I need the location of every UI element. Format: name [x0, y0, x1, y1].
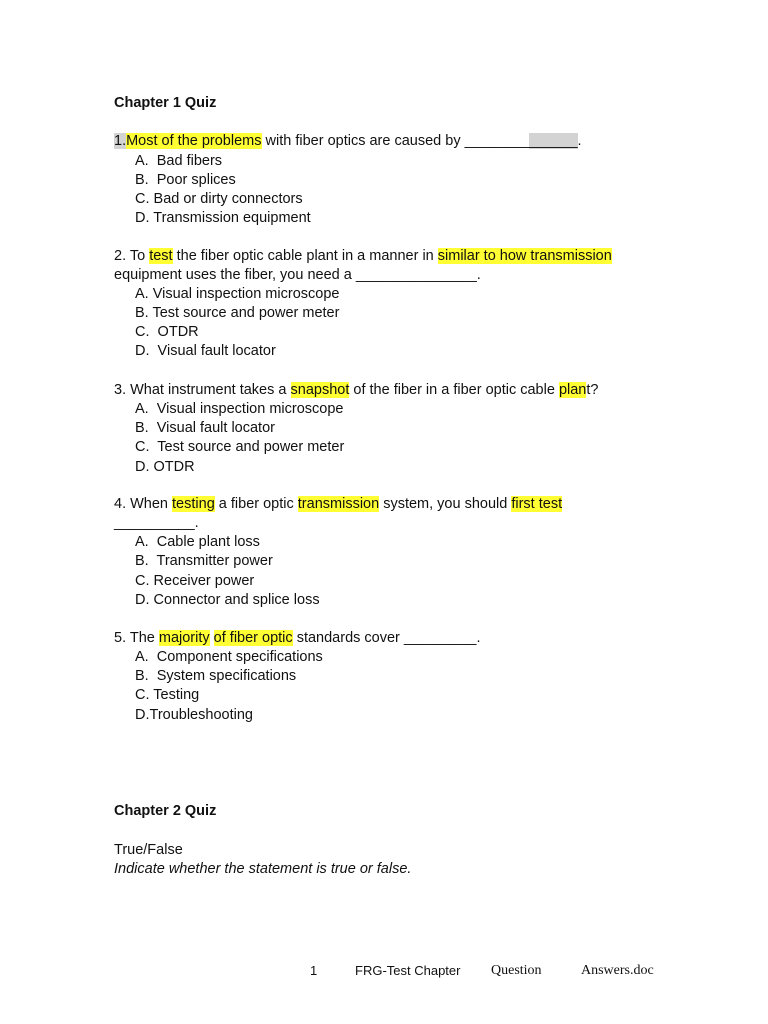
- instruction-text: Indicate whether the statement is true or false.: [114, 861, 412, 877]
- option: D. Visual fault locator: [135, 343, 276, 359]
- highlight: similar to how transmission: [437, 248, 612, 264]
- question-text: 4. When: [114, 496, 173, 512]
- highlight: testing: [172, 496, 215, 512]
- highlight: transmission: [297, 496, 380, 512]
- footer-page-number: 1: [310, 963, 318, 978]
- question-1: [114, 132, 582, 150]
- question-text: the fiber optic cable plant in a manner in: [172, 248, 438, 264]
- question-5: [114, 629, 481, 647]
- option: B. Transmitter power: [135, 553, 273, 569]
- option: C. Receiver power: [135, 573, 255, 589]
- question-text: t?: [586, 382, 599, 398]
- footer-filename-part: FRG-Test Chapter: [355, 963, 461, 978]
- option: C. Bad or dirty connectors: [135, 191, 303, 207]
- question-text: 2. To: [114, 248, 150, 264]
- question-4-line-2: __________.: [114, 515, 199, 531]
- blank: ________: [464, 133, 530, 149]
- section-label: True/False: [114, 842, 183, 858]
- option: B. System specifications: [135, 668, 297, 684]
- option: A. Cable plant loss: [135, 534, 260, 550]
- option: B. Test source and power meter: [135, 305, 340, 321]
- option: C. Test source and power meter: [135, 439, 345, 455]
- option: D. Connector and splice loss: [135, 592, 320, 608]
- highlight: test: [149, 248, 173, 264]
- question-text: a fiber optic: [214, 496, 298, 512]
- option: D.Troubleshooting: [135, 707, 253, 723]
- question-2-line-2: equipment uses the fiber, you need a _______________.: [114, 267, 481, 283]
- option: C. Testing: [135, 687, 200, 703]
- question-text: of the fiber in a fiber optic cable: [349, 382, 559, 398]
- question-text: 5. The: [114, 630, 159, 646]
- highlight: Most of the problems: [126, 133, 262, 149]
- option: B. Poor splices: [135, 172, 236, 188]
- option: C. OTDR: [135, 324, 199, 340]
- chapter-2-heading: Chapter 2 Quiz: [114, 803, 217, 819]
- question-text: with fiber optics are caused by: [261, 133, 465, 149]
- chapter-1-heading: Chapter 1 Quiz: [114, 95, 217, 111]
- question-text: 3. What instrument takes a: [114, 382, 291, 398]
- question-text: system, you should: [379, 496, 512, 512]
- period: .: [577, 133, 582, 149]
- footer-filename-part: Question: [491, 963, 542, 978]
- option: A. Bad fibers: [135, 153, 223, 169]
- question-number: 1.: [114, 133, 127, 149]
- highlight: snapshot: [290, 382, 350, 398]
- option: D. OTDR: [135, 459, 195, 475]
- option: B. Visual fault locator: [135, 420, 275, 436]
- question-text: standards cover _________.: [292, 630, 481, 646]
- highlight: plan: [558, 382, 587, 398]
- question-3: [114, 381, 598, 399]
- question-2: [114, 247, 612, 265]
- highlight: of fiber optic: [213, 630, 293, 646]
- option: A. Component specifications: [135, 649, 323, 665]
- option: D. Transmission equipment: [135, 210, 311, 226]
- highlight: majority: [158, 630, 210, 646]
- question-4: [114, 495, 562, 513]
- blank-highlighted: ______: [529, 133, 578, 149]
- footer-filename-part: Answers.doc: [581, 963, 654, 978]
- option: A. Visual inspection microscope: [135, 401, 344, 417]
- highlight: first test: [511, 496, 563, 512]
- option: A. Visual inspection microscope: [135, 286, 340, 302]
